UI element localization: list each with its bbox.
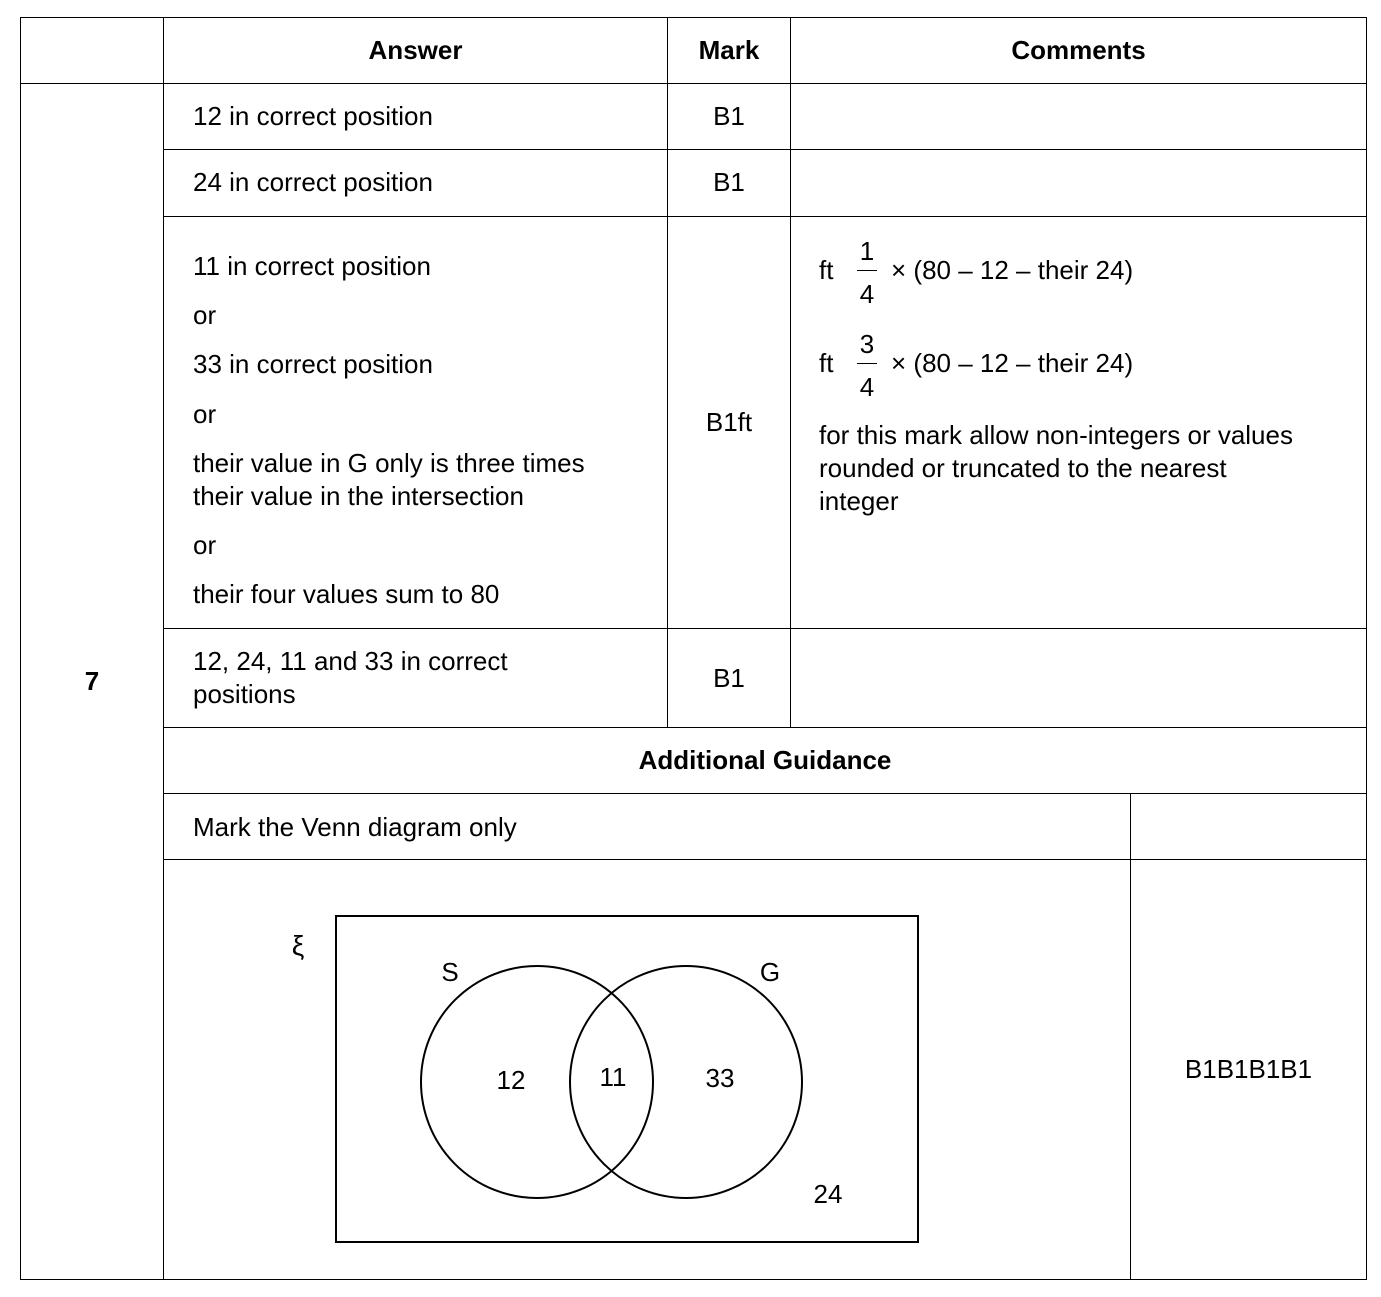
comment-note-line-1: for this mark allow non-integers or values	[819, 420, 1293, 450]
answer-row-1: 12 in correct position	[193, 101, 433, 131]
guidance-mark-column-line	[1130, 793, 1131, 1280]
comment-ft1-expression: × (80 – 12 – their 24)	[891, 255, 1134, 285]
comment-ft2-fraction-bar	[857, 363, 877, 364]
answer-row-3-line-3: 33 in correct position	[193, 349, 433, 379]
table-border-bottom	[20, 1279, 1367, 1280]
comment-ft1-prefix: ft	[819, 255, 834, 285]
header-mark: Mark	[698, 35, 760, 65]
table-border-top	[20, 17, 1367, 18]
row4-bottom-line	[163, 727, 1367, 728]
venn-universal-symbol: ξ	[291, 930, 305, 961]
mark-comments-column-line	[790, 17, 791, 728]
row1-bottom-line	[163, 149, 1367, 150]
answer-row-3-line-7: or	[193, 530, 217, 560]
comment-ft1-denominator: 4	[859, 279, 875, 309]
question-number: 7	[84, 666, 100, 696]
venn-value-outside: 24	[813, 1179, 843, 1209]
comment-ft2-denominator: 4	[859, 372, 875, 402]
header-bottom-line	[20, 83, 1367, 84]
comment-note-line-2: rounded or truncated to the nearest	[819, 453, 1227, 483]
guidance-instruction: Mark the Venn diagram only	[193, 812, 517, 842]
guidance-title: Additional Guidance	[638, 745, 892, 775]
comment-ft2-prefix: ft	[819, 348, 834, 378]
table-border-left	[20, 17, 21, 1280]
row2-bottom-line	[163, 216, 1367, 217]
comment-ft1-fraction-bar	[857, 270, 877, 271]
comment-ft2-expression: × (80 – 12 – their 24)	[891, 348, 1134, 378]
answer-row-3-line-6: their value in the intersection	[193, 481, 524, 511]
venn-universal-rectangle	[336, 916, 918, 1242]
row3-bottom-line	[163, 628, 1367, 629]
header-answer: Answer	[368, 35, 463, 65]
comment-ft2-numerator: 3	[859, 329, 875, 359]
venn-value-g-only: 33	[705, 1063, 735, 1093]
venn-label-s: S	[441, 957, 459, 987]
venn-value-s-only: 12	[496, 1065, 526, 1095]
venn-circle-g	[570, 966, 802, 1198]
mark-row-4: B1	[713, 663, 745, 693]
mark-row-3: B1ft	[705, 407, 753, 437]
answer-row-3-line-4: or	[193, 399, 217, 429]
venn-circle-s	[421, 966, 653, 1198]
venn-label-g: G	[759, 957, 781, 987]
question-column-line	[163, 17, 164, 1280]
answer-row-4-line-2: positions	[193, 679, 296, 709]
answer-row-2: 24 in correct position	[193, 167, 433, 197]
answer-row-4-line-1: 12, 24, 11 and 33 in correct	[193, 646, 508, 676]
answer-row-3-line-1: 11 in correct position	[193, 251, 431, 281]
guidance-result-mark: B1B1B1B1	[1184, 1054, 1313, 1084]
guidance-title-bottom-line	[163, 793, 1367, 794]
header-comments: Comments	[1011, 35, 1146, 65]
mark-row-1: B1	[713, 101, 745, 131]
answer-row-3-line-2: or	[193, 300, 217, 330]
venn-value-intersection: 11	[599, 1062, 627, 1092]
answer-row-3-line-5: their value in G only is three times	[193, 448, 585, 478]
table-border-right	[1366, 17, 1367, 1280]
answer-row-3-line-8: their four values sum to 80	[193, 579, 500, 609]
comment-note-line-3: integer	[819, 486, 899, 516]
guidance-row1-bottom-line	[163, 859, 1367, 860]
mark-row-2: B1	[713, 167, 745, 197]
comment-ft1-numerator: 1	[859, 236, 875, 266]
